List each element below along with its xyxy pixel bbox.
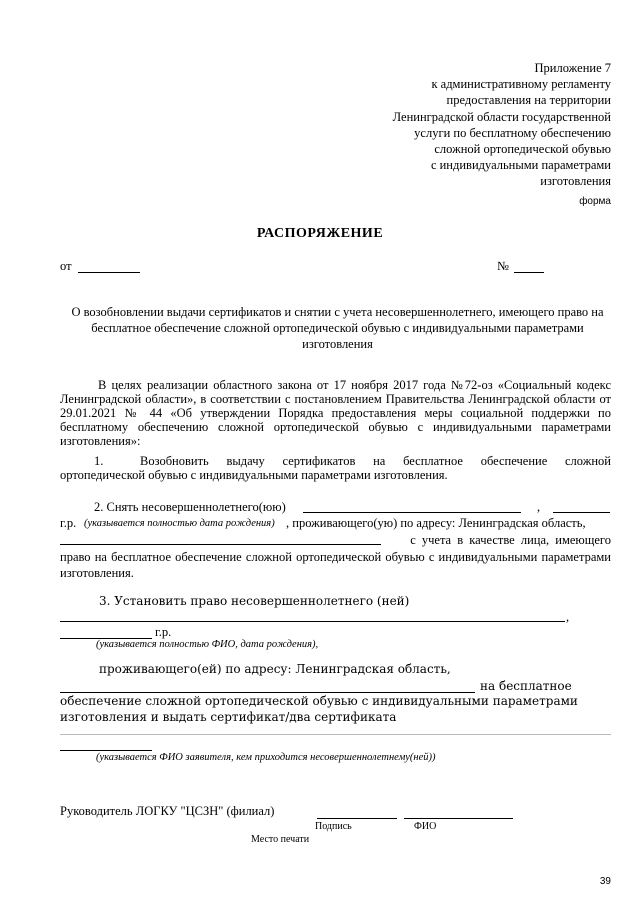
document-title: РАСПОРЯЖЕНИЕ (256, 226, 384, 241)
appendix-line: изготовления (540, 174, 611, 189)
appendix-line: Ленинградской области государственной (392, 109, 611, 124)
minor-fullname-field[interactable] (60, 621, 565, 622)
item1-number: 1. (94, 454, 104, 468)
stamp-place: Место печати (251, 834, 310, 845)
item2-birth-note: (указывается полностью дата рождения) (84, 518, 275, 529)
birth-year-field[interactable] (553, 512, 610, 513)
fio-label: ФИО (414, 821, 437, 832)
signature-head: Руководитель ЛОГКУ "ЦСЗН" (филиал) (60, 804, 275, 818)
page-number: 39 (599, 876, 611, 887)
appendix-line: с индивидуальными параметрами (430, 158, 611, 173)
item3-free-text: на бесплатное (480, 679, 572, 693)
number-field[interactable] (514, 272, 544, 273)
appendix-line: к административному регламенту (431, 77, 611, 92)
document-subject: О возобновлении выдачи сертификатов и снятии с учета несовершеннолетнего, имеющего право на бесплатное обеспечение сложной ортопедической обувью с индивидуальными параметрами изготовления (71, 305, 604, 351)
applicant-field-short[interactable] (60, 750, 152, 751)
appendix-line: услуги по бесплатному обеспечению (414, 125, 611, 140)
minor-name-field[interactable] (303, 512, 521, 513)
signature-label: Подпись (315, 821, 352, 832)
form-label: форма (579, 196, 611, 207)
appendix-line: Приложение 7 (534, 61, 611, 75)
item2-registration-text: с учета в качестве лица, имеющего (410, 533, 611, 547)
appendix-header (311, 60, 611, 190)
item3-address: проживающего(ей) по адресу: Ленинградская область, (99, 662, 451, 676)
preamble: В целях реализации областного закона от 17 ноября 2017 года №72-оз «Социальный кодекс Ленинградской области», в соответствии с постановлением Правительства Ленинградской области от 29.01.2021 № 44 «Об утверждении Порядка предоставления меры социальной поддержки по бесплатному обеспечению сложной ортопедической обувью с индивидуальными параметрами изготовления»: (60, 378, 611, 448)
applicant-field[interactable] (60, 734, 611, 735)
item1-text: Возобновить выдачу сертификатов на бесплатное обеспечение сложной ортопедической обувью с индивидуальными параметрами изготовления. (60, 454, 611, 482)
item3-note2: (указывается ФИО заявителя, кем приходится несовершеннолетнему(ней)) (96, 752, 436, 763)
appendix-line: предоставления на территории (446, 93, 611, 108)
fio-field[interactable] (404, 818, 513, 819)
item3-address-field[interactable] (60, 692, 475, 693)
item3-line3: изготовления и выдать сертификат/два сертификата (60, 710, 397, 724)
date-prefix: от (60, 259, 72, 273)
item2-lead: 2. Снять несовершеннолетнего(юю) (94, 500, 286, 514)
signature-field[interactable] (317, 818, 397, 819)
item2-rest: право на бесплатное обеспечение сложной ортопедической обувью с индивидуальными параметрами изготовления. (60, 550, 611, 580)
number-prefix: № (497, 259, 509, 273)
date-field[interactable] (78, 272, 140, 273)
item3-birth-suffix: г.р. (155, 625, 172, 639)
address-field[interactable] (60, 544, 381, 545)
item3-note1: (указывается полностью ФИО, дата рождения), (96, 639, 319, 650)
item2-birth-suffix: г.р. (60, 516, 77, 530)
appendix-line: сложной ортопедической обувью (434, 142, 611, 157)
item2-address-text: , проживающего(ую) по адресу: Ленинградская область, (286, 516, 586, 530)
item3-lead: 3. Установить право несовершеннолетнего (ней) (99, 594, 410, 608)
item3-line2: обеспечение сложной ортопедической обувью с индивидуальными параметрами (60, 694, 578, 708)
